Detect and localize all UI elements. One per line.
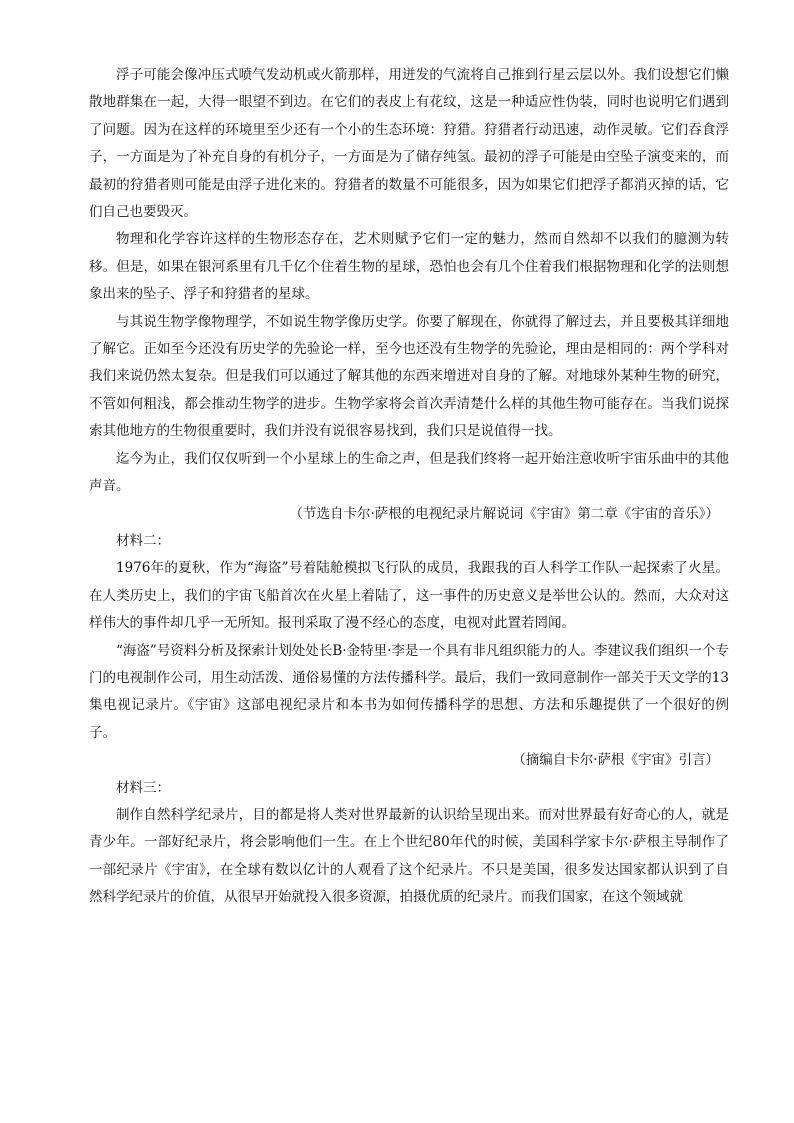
section-heading: 材料三：	[116, 779, 170, 796]
paragraph: 物理和化学容许这样的生物形态存在，艺术则赋予它们一定的魅力，然而自然却不以我们的臆测为转移。但是，如果在银河系里有几千亿个住着生物的星球，恐怕也会有几个住着我们根据物理和化学的法则想象出来的坠子、浮子和狩猎者的星球。	[89, 231, 729, 303]
paragraph: 与其说生物学像物理学，不如说生物学像历史学。你要了解现在，你就得了解过去，并且要极其详细地了解它。正如至今还没有历史学的先验论一样，至今也还没有生物学的先验论，理由是相同的：两个学科对我们来说仍然太复杂。但是我们可以通过了解其他的东西来增进对自身的了解。对地球外某种生物的研究，不管如何粗浅，都会推动生物学的进步。生物学家将会首次弄清楚什么样的其他生物可能存在。当我们说探索其他地方的生物很重要时，我们并没有说很容易找到，我们只是说值得一找。	[89, 313, 729, 440]
source-citation: （摘编自卡尔·萨根《宇宙》引言）	[512, 752, 719, 769]
section-heading: 材料二：	[116, 532, 170, 549]
paragraph: 制作自然科学纪录片，目的都是将人类对世界最新的认识给呈现出来。而对世界最有好奇心的人，就是青少年。一部好纪录片，将会影响他们一生。在上个世纪80年代的时候，美国科学家卡尔·萨根主导制作了一部纪录片《宇宙》，在全球有数以亿计的人观看了这个纪录片。不只是美国，很多发达国家都认识到了自然科学纪录片的价值，从很早开始就投入很多资源，拍摄优质的纪录片。而我们国家，在这个领域就	[89, 806, 729, 906]
paragraph: 1976年的夏秋，作为“海盗”号着陆舱模拟飞行队的成员，我跟我的百人科学工作队一起探索了火星。在人类历史上，我们的宇宙飞船首次在火星上着陆了，这一事件的历史意义是举世公认的。然而，大众对这样伟大的事件却几乎一无所知。报刊采取了漫不经心的态度，电视对此置若罔闻。	[89, 560, 729, 632]
paragraph: 浮子可能会像冲压式喷气发动机或火箭那样，用迸发的气流将自己推到行星云层以外。我们设想它们懒散地群集在一起，大得一眼望不到边。在它们的表皮上有花纹，这是一种适应性伪装，同时也说明它们遇到了问题。因为在这样的环境里至少还有一个小的生态环境：狩猎。狩猎者行动迅速，动作灵敏。它们吞食浮子，一方面是为了补充自身的有机分子，一方面是为了储存纯氢。最初的浮子可能是由空坠子演变来的，而最初的狩猎者则可能是由浮子进化来的。狩猎者的数量不可能很多，因为如果它们把浮子都消灭掉的话，它们自己也要毁灭。	[89, 67, 729, 221]
paragraph: “海盗”号资料分析及探索计划处处长B·金特里·李是一个具有非凡组织能力的人。李建议我们组织一个专门的电视制作公司，用生动活泼、通俗易懂的方法传播科学。最后，我们一致同意制作一部关于天文学的13集电视记录片。《宇宙》这部电视纪录片和本书为如何传播科学的思想、方法和乐趣提供了一个很好的例子。	[89, 642, 729, 741]
document-page	[89, 62, 729, 912]
source-citation: （节选自卡尔·萨根的电视纪录片解说词《宇宙》第二章《宇宙的音乐》）	[289, 505, 719, 522]
paragraph: 迄今为止，我们仅仅听到一个小星球上的生命之声，但是我们终将一起开始注意收听宇宙乐曲中的其他声音。	[89, 450, 729, 495]
